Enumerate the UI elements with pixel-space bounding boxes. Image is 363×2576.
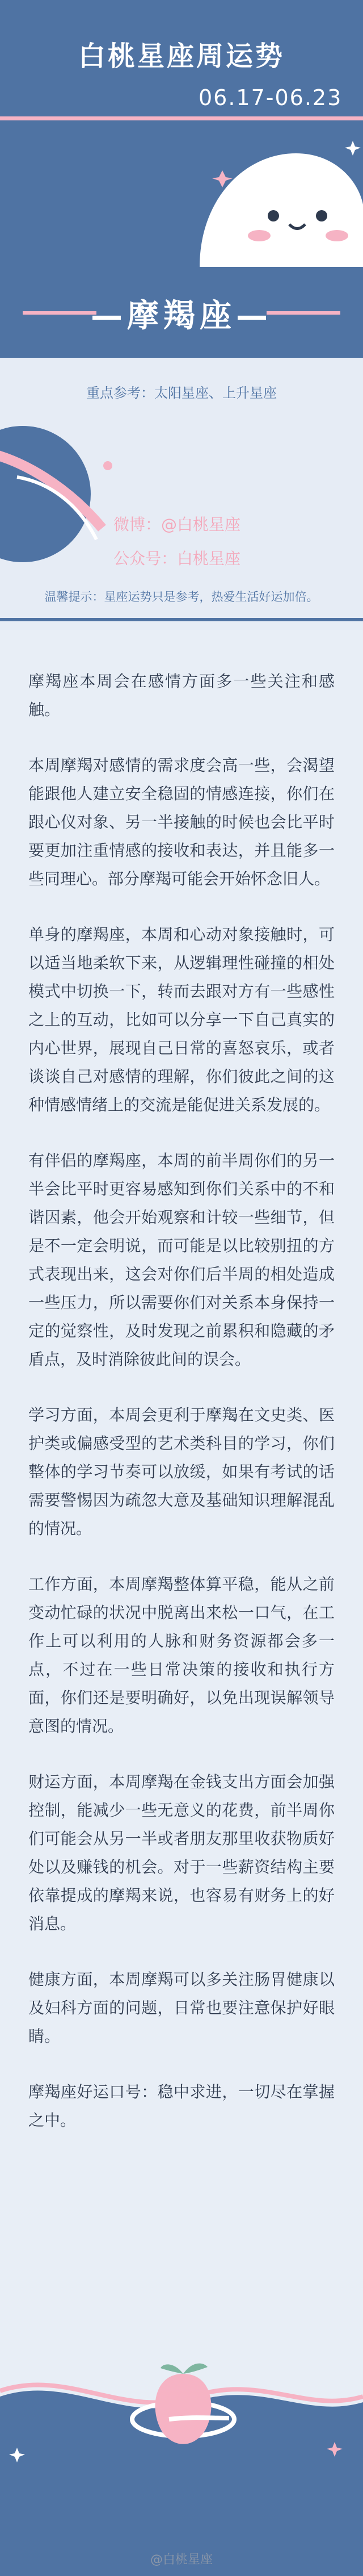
- weibo-account: 微博：@白桃星座: [113, 515, 241, 534]
- header-divider: [0, 116, 363, 120]
- paragraph: 工作方面，本周摩羯整体算平稳，能从之前变动忙碌的状况中脱离出来松一口气，在工作上可以利用的人脉和财务资源都会多一点，不过在一些日常决策的接收和执行方面，你们还是要明确好，以免出现误解领导意图的情况。: [28, 1575, 335, 1736]
- warm-tip: 温馨提示：星座运势只是参考，热爱生活好运加倍。: [44, 590, 319, 604]
- info-divider: [0, 618, 363, 621]
- key-reference: 重点参考：太阳星座、上升星座: [86, 385, 277, 401]
- ghost-mascot-icon: [188, 131, 363, 267]
- peach-planet-icon: [129, 2351, 237, 2470]
- header: [0, 0, 363, 267]
- info-panel: [0, 358, 363, 630]
- horoscope-content: [28, 667, 335, 2162]
- sign-banner: [0, 267, 363, 358]
- wechat-account: 公众号：白桃星座: [113, 549, 241, 568]
- footer: [0, 2306, 363, 2576]
- planet-icon: [0, 409, 125, 579]
- paragraph: 财运方面，本周摩羯在金钱支出方面会加强控制，能减少一些无意义的花费，前半周你们可能会从另一半或者朋友那里收获物质好处以及赚钱的机会。对于一些薪资结构主要依靠提成的摩羯来说，也容易有财务上的好消息。: [28, 1772, 335, 1933]
- paragraph: 单身的摩羯座，本周和心动对象接触时，可以适当地柔软下来，从逻辑理性碰撞的相处模式中切换一下，转而去跟对方有一些感性之上的互动，比如可以分享一下自己真实的内心世界，展现自己日常的喜怒哀乐，或者谈谈自己对感情的理解，你们彼此之间的这种情感情绪上的交流是能促进关系发展的。: [28, 925, 335, 1114]
- date-range: 06.17-06.23: [199, 85, 343, 110]
- paragraph: 健康方面，本周摩羯可以多关注肠胃健康以及妇科方面的问题，日常也要注意保护好眼睛。: [28, 1970, 335, 2046]
- paragraph: 有伴侣的摩羯座，本周的前半周你们的另一半会比平时更容易感知到你们关系中的不和谐因素，他会开始观察和计较一些细节，但是不一定会明说，而可能是以比较别扭的方式表现出来，这会对你们后半周的相处造成一些压力，所以需要你们对关系本身保持一定的觉察性，及时发现之前累积和隐藏的矛盾点，及时消除彼此间的误会。: [28, 1151, 335, 1369]
- paragraph: 本周摩羯对感情的需求度会高一些，会渴望能跟他人建立安全稳固的情感连接，你们在跟心仪对象、另一半接触的时候也会比平时要更加注重情感的接收和表达，并且能多一些同理心。部分摩羯可能会开始怀念旧人。: [28, 756, 335, 888]
- zodiac-sign-name: —摩羯座—: [91, 298, 272, 334]
- paragraph: 摩羯座本周会在感情方面多一些关注和感触。: [28, 672, 335, 719]
- page-title: 白桃星座周运势: [78, 40, 285, 72]
- footer-credit: @白桃星座: [150, 2553, 213, 2567]
- paragraph: 学习方面，本周会更利于摩羯在文史类、医护类或偏感受型的艺术类科目的学习，你们整体的学习节奏可以放缓，如果有考试的话需要警惕因为疏忽大意及基础知识理解混乱的情况。: [28, 1406, 335, 1538]
- social-accounts: [113, 508, 240, 576]
- paragraph: 摩羯座好运口号：稳中求进，一切尽在掌握之中。: [28, 2082, 335, 2130]
